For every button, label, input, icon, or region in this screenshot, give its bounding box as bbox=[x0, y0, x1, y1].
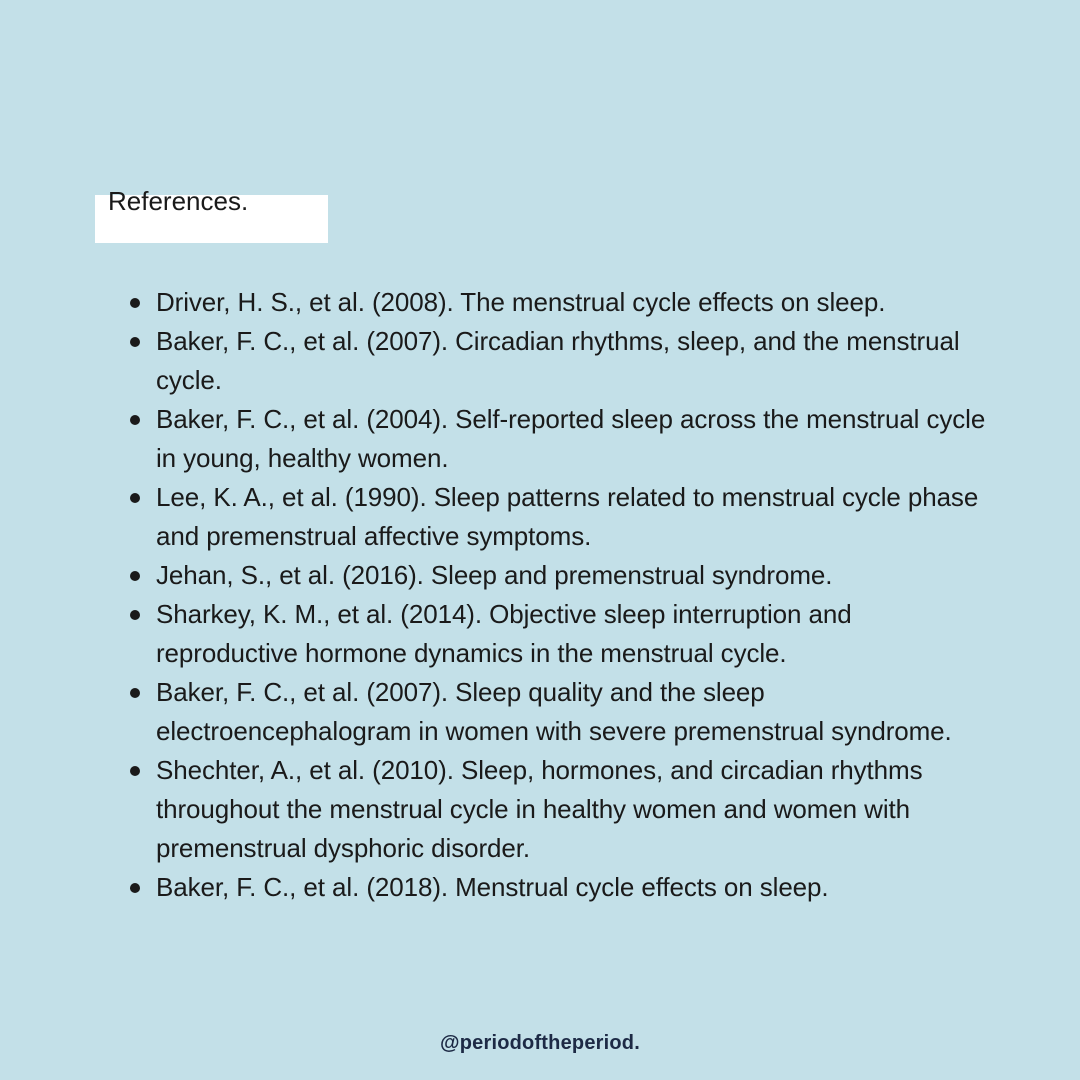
reference-item bbox=[156, 283, 986, 322]
reference-text: Baker, F. C., et al. (2007). Circadian rhythms, sleep, and the menstrual cycle. bbox=[156, 326, 960, 395]
reference-item bbox=[156, 400, 986, 478]
bullet-icon bbox=[130, 883, 140, 893]
page-title: References. bbox=[108, 186, 249, 216]
reference-item bbox=[156, 868, 986, 907]
reference-text: Baker, F. C., et al. (2018). Menstrual cycle effects on sleep. bbox=[156, 872, 829, 902]
reference-text: Jehan, S., et al. (2016). Sleep and premenstrual syndrome. bbox=[156, 560, 833, 590]
reference-text: Shechter, A., et al. (2010). Sleep, hormones, and circadian rhythms throughout the menstrual cycle in healthy women and women with premenstrual dysphoric disorder. bbox=[156, 755, 923, 863]
footer-handle: @periodoftheperiod. bbox=[440, 1032, 640, 1054]
reference-item bbox=[156, 673, 986, 751]
reference-text: Baker, F. C., et al. (2007). Sleep quality and the sleep electroencephalogram in women with severe premenstrual syndrome. bbox=[156, 677, 952, 746]
reference-text: Sharkey, K. M., et al. (2014). Objective sleep interruption and reproductive hormone dynamics in the menstrual cycle. bbox=[156, 599, 852, 668]
reference-text: Driver, H. S., et al. (2008). The menstrual cycle effects on sleep. bbox=[156, 287, 886, 317]
bullet-icon bbox=[130, 688, 140, 698]
bullet-icon bbox=[130, 610, 140, 620]
heading-box bbox=[95, 186, 328, 243]
reference-item bbox=[156, 322, 986, 400]
reference-item bbox=[156, 595, 986, 673]
bullet-icon bbox=[130, 766, 140, 776]
bullet-icon bbox=[130, 493, 140, 503]
bullet-icon bbox=[130, 298, 140, 308]
reference-item bbox=[156, 556, 986, 595]
bullet-icon bbox=[130, 571, 140, 581]
reference-item bbox=[156, 751, 986, 868]
reference-item bbox=[156, 478, 986, 556]
reference-text: Lee, K. A., et al. (1990). Sleep patterns related to menstrual cycle phase and premenstrual affective symptoms. bbox=[156, 482, 979, 551]
reference-text: Baker, F. C., et al. (2004). Self-reported sleep across the menstrual cycle in young, healthy women. bbox=[156, 404, 986, 473]
reference-list bbox=[156, 283, 986, 907]
bullet-icon bbox=[130, 337, 140, 347]
bullet-icon bbox=[130, 415, 140, 425]
